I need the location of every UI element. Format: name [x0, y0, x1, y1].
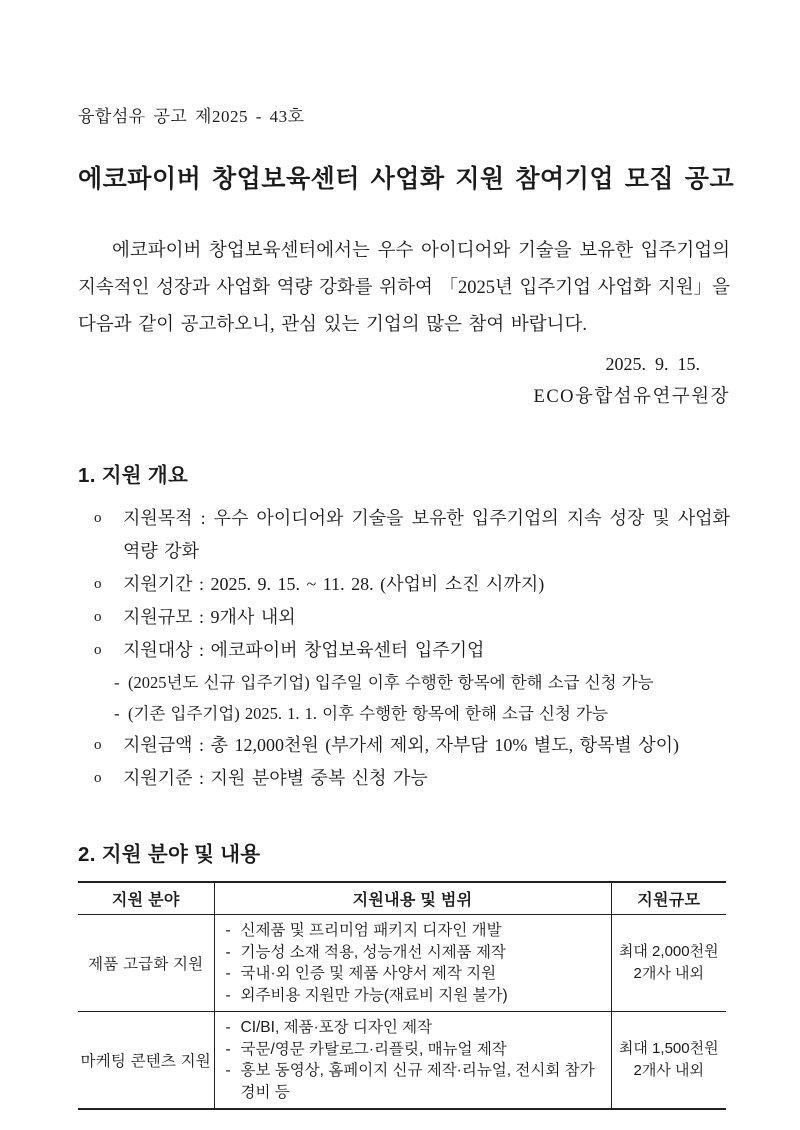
overview-subitem-existing-tenant	[78, 698, 730, 729]
detail-text: 국문/영문 카탈로그·리플릿, 매뉴얼 제작	[240, 1040, 507, 1058]
overview-item-criteria	[78, 762, 730, 795]
item-text: 지원기준 : 지원 분야별 중복 신청 가능	[123, 768, 428, 788]
table-row-marketing	[78, 1012, 726, 1110]
subitem-dash: -	[114, 704, 120, 723]
detail-dash: -	[225, 1040, 231, 1058]
detail-text: CI/BI, 제품·포장 디자인 제작	[240, 1019, 433, 1036]
item-bullet: o	[94, 609, 102, 625]
header-content: 지원내용 및 범위	[214, 882, 611, 915]
detail-dash: -	[225, 922, 231, 939]
overview-list	[78, 502, 730, 795]
detail-line	[226, 1017, 603, 1039]
doc-number: 융합섬유 공고 제2025 - 43호	[78, 107, 305, 126]
detail-line	[226, 963, 603, 985]
item-text: 지원기간 : 2025. 9. 15. ~ 11. 28. (사업비 소진 시까지)	[123, 574, 545, 594]
scale-cell	[611, 915, 726, 1012]
detail-dash: -	[225, 1062, 231, 1079]
item-bullet: o	[94, 510, 102, 526]
item-text: 지원목적 : 우수 아이디어와 기술을 보유한 입주기업의 지속 성장 및 사업화 역량 강화	[123, 508, 730, 561]
item-bullet: o	[94, 770, 102, 786]
overview-item-target	[78, 634, 730, 667]
detail-text: 홍보 동영상, 홈페이지 신규 제작·리뉴얼, 전시회 참가 경비 등	[240, 1062, 595, 1101]
detail-line	[226, 1060, 603, 1103]
header-scale: 지원규모	[611, 882, 726, 915]
detail-text: 기능성 소재 적용, 성능개선 시제품 제작	[240, 943, 506, 961]
overview-heading: 1. 지원 개요	[78, 464, 189, 487]
support-table	[78, 881, 726, 1110]
detail-dash: -	[225, 986, 231, 1004]
item-bullet: o	[94, 576, 102, 592]
category-cell: 마케팅 콘텐츠 지원	[78, 1012, 214, 1110]
detail-line	[226, 985, 603, 1007]
item-bullet: o	[94, 737, 102, 753]
overview-item-period	[78, 568, 730, 601]
item-text: 지원규모 : 9개사 내외	[123, 607, 296, 627]
scale-amount: 최대 2,000천원	[618, 943, 719, 960]
item-bullet: o	[94, 642, 102, 658]
subitem-dash: -	[114, 673, 120, 692]
item-text: 지원금액 : 총 12,000천원 (부가세 제외, 자부담 10% 별도, 항목별 상이)	[123, 735, 680, 755]
item-text: 지원대상 : 에코파이버 창업보육센터 입주기업	[123, 640, 485, 660]
overview-item-amount	[78, 729, 730, 762]
detail-text: 신제품 및 프리미엄 패키지 디자인 개발	[240, 922, 502, 939]
scale-amount: 최대 1,500천원	[618, 1040, 719, 1057]
details-cell	[214, 915, 611, 1012]
signature-line: ECO융합섬유연구원장	[533, 387, 730, 407]
detail-line	[226, 920, 603, 942]
overview-subitem-new-tenant	[78, 667, 730, 698]
scale-count: 2개사 내외	[633, 965, 704, 982]
detail-dash: -	[225, 943, 231, 961]
detail-line	[226, 942, 603, 964]
detail-text: 국내·외 인증 및 제품 사양서 제작 지원	[240, 965, 497, 982]
date-line: 2025. 9. 15.	[605, 354, 700, 374]
section-overview	[78, 458, 730, 795]
subitem-text: (기존 입주기업) 2025. 1. 1. 이후 수행한 항목에 한해 소급 신청 가능	[128, 704, 608, 723]
header-category: 지원 분야	[78, 882, 214, 915]
detail-dash: -	[225, 965, 231, 982]
page-title: 에코파이버 창업보육센터 사업화 지원 참여기업 모집 공고	[78, 166, 735, 193]
subitem-text: (2025년도 신규 입주기업) 입주일 이후 수행한 항목에 한해 소급 신청 가능	[128, 673, 654, 692]
details-cell	[214, 1012, 611, 1110]
overview-item-scale	[78, 601, 730, 634]
table-row-product	[78, 915, 726, 1012]
intro-paragraph: 에코파이버 창업보육센터에서는 우수 아이디어와 기술을 보유한 입주기업의 지속적인 성장과 사업화 역량 강화를 위하여 「2025년 입주기업 사업화 지원」을 다음과 같이 공고하오니, 관심 있는 기업의 많은 참여 바랍니다.	[78, 241, 730, 335]
scale-cell	[611, 1012, 726, 1110]
detail-dash: -	[225, 1019, 231, 1036]
detail-text: 외주비용 지원만 가능(재료비 지원 불가)	[240, 986, 508, 1004]
overview-item-purpose	[78, 502, 730, 568]
support-heading: 2. 지원 분야 및 내용	[78, 843, 261, 866]
category-cell: 제품 고급화 지원	[88, 956, 204, 973]
detail-line	[226, 1039, 603, 1061]
scale-count: 2개사 내외	[633, 1062, 704, 1079]
table-header-row	[78, 882, 726, 915]
section-support	[78, 837, 730, 1110]
